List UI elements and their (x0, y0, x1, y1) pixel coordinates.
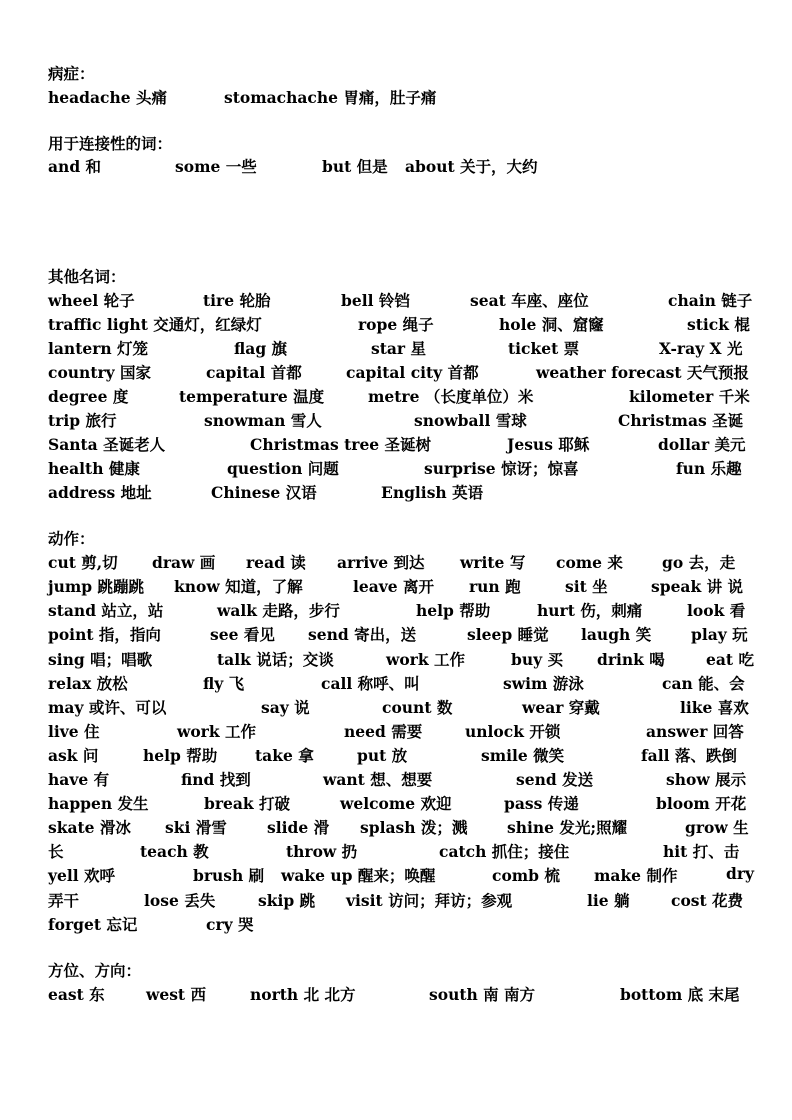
word-entry: speak 讲 说 (651, 577, 744, 596)
word-entry: sleep 睡觉 (467, 625, 549, 644)
word-entry: 弄干 (48, 891, 80, 910)
word-entry: ticket 票 (508, 339, 580, 358)
word-entry: buy 买 (511, 650, 564, 669)
word-entry: bell 铃铛 (341, 291, 410, 310)
word-entry: headache 头痛 (48, 88, 168, 107)
word-line (48, 696, 754, 718)
word-entry: point 指，指向 (48, 625, 161, 644)
word-entry: hurt 伤，刺痛 (537, 601, 643, 620)
word-line (48, 648, 754, 670)
word-entry: ski 滑雪 (165, 818, 227, 837)
word-line (48, 768, 754, 790)
word-entry: see 看见 (210, 625, 275, 644)
word-entry: seat 车座、座位 (470, 291, 589, 310)
word-entry: relax 放松 (48, 674, 128, 693)
word-entry: wake up 醒来；唤醒 (281, 866, 436, 885)
word-entry: catch 抓住；接住 (439, 842, 570, 861)
word-entry: eat 吃 (706, 650, 754, 669)
word-line (48, 313, 754, 335)
word-entry: brush 刷 (193, 866, 265, 885)
word-entry: some 一些 (175, 157, 257, 176)
word-entry: 长 (48, 842, 64, 861)
word-entry: lie 躺 (587, 891, 630, 910)
word-entry: arrive 到达 (337, 553, 425, 572)
word-entry: X-ray X 光 (659, 339, 743, 358)
word-line (48, 672, 754, 694)
word-entry: question 问题 (227, 459, 339, 478)
word-entry: jump 跳蹦跳 (48, 577, 145, 596)
word-entry: English 英语 (381, 483, 484, 502)
word-entry: visit 访问；拜访；参观 (346, 891, 513, 910)
word-line (48, 840, 754, 862)
word-entry: want 想、想要 (323, 770, 433, 789)
word-entry: trip 旅行 (48, 411, 117, 430)
word-entry: pass 传递 (504, 794, 579, 813)
word-entry: can 能、会 (662, 674, 745, 693)
word-entry: address 地址 (48, 483, 152, 502)
word-entry: sing 唱；唱歌 (48, 650, 153, 669)
word-entry: show 展示 (666, 770, 747, 789)
word-line (48, 86, 754, 108)
word-line (48, 623, 754, 645)
word-entry: make 制作 (594, 866, 678, 885)
word-entry: send 发送 (516, 770, 594, 789)
word-entry: sit 坐 (565, 577, 608, 596)
word-entry: fun 乐趣 (676, 459, 742, 478)
word-entry: cry 哭 (206, 915, 254, 934)
word-line (48, 599, 754, 621)
word-entry: work 工作 (177, 722, 256, 741)
word-entry: snowman 雪人 (204, 411, 322, 430)
word-entry: forget 忘记 (48, 915, 138, 934)
word-entry: play 玩 (691, 625, 748, 644)
word-line (48, 575, 754, 597)
word-line (48, 983, 754, 1005)
word-entry: need 需要 (344, 722, 423, 741)
word-entry: stomachache 胃痛，肚子痛 (224, 88, 437, 107)
word-entry: help 帮助 (416, 601, 491, 620)
word-entry: wear 穿戴 (522, 698, 600, 717)
word-line (48, 744, 754, 766)
word-line (48, 433, 754, 455)
word-entry: slide 滑 (267, 818, 330, 837)
word-entry: come 来 (556, 553, 623, 572)
word-entry: Jesus 耶稣 (507, 435, 590, 454)
section-heading-connectives: 用于连接性的词： (48, 134, 173, 153)
word-line (48, 457, 754, 479)
word-entry: happen 发生 (48, 794, 149, 813)
word-entry: skip 跳 (258, 891, 316, 910)
word-entry: laugh 笑 (581, 625, 652, 644)
word-entry: live 住 (48, 722, 100, 741)
word-entry: comb 梳 (492, 866, 560, 885)
word-entry: know 知道，了解 (174, 577, 303, 596)
word-entry: dry (726, 864, 755, 883)
word-entry: say 说 (261, 698, 310, 717)
word-entry: stand 站立，站 (48, 601, 164, 620)
word-entry: degree 度 (48, 387, 129, 406)
word-entry: wheel 轮子 (48, 291, 135, 310)
word-entry: tire 轮胎 (203, 291, 271, 310)
word-entry: find 找到 (181, 770, 251, 789)
word-line (48, 481, 754, 503)
word-line (48, 385, 754, 407)
word-line (48, 155, 754, 177)
word-entry: throw 扔 (286, 842, 358, 861)
word-entry: Christmas 圣诞 (618, 411, 744, 430)
section-heading-other-nouns: 其他名词： (48, 267, 126, 286)
word-entry: fly 飞 (203, 674, 245, 693)
word-entry: about 关于，大约 (405, 157, 538, 176)
word-entry: drink 喝 (597, 650, 665, 669)
word-entry: lose 丢失 (144, 891, 216, 910)
word-entry: flag 旗 (234, 339, 288, 358)
word-entry: country 国家 (48, 363, 152, 382)
word-entry: rope 绳子 (358, 315, 434, 334)
word-entry: count 数 (382, 698, 453, 717)
word-line (48, 337, 754, 359)
word-line (48, 792, 754, 814)
word-entry: star 星 (371, 339, 426, 358)
word-entry: shine 发光;照耀 (507, 818, 628, 837)
word-entry: health 健康 (48, 459, 140, 478)
word-entry: chain 链子 (668, 291, 753, 310)
word-entry: have 有 (48, 770, 110, 789)
section-heading-ailments: 病症： (48, 64, 95, 83)
word-entry: yell 欢呼 (48, 866, 116, 885)
word-entry: welcome 欢迎 (340, 794, 452, 813)
word-entry: but 但是 (322, 157, 388, 176)
word-entry: Santa 圣诞老人 (48, 435, 166, 454)
word-entry: Chinese 汉语 (211, 483, 317, 502)
word-line (48, 720, 754, 742)
word-entry: work 工作 (386, 650, 465, 669)
word-line (48, 889, 754, 911)
word-entry: look 看 (687, 601, 746, 620)
word-entry: lantern 灯笼 (48, 339, 149, 358)
word-entry: help 帮助 (143, 746, 218, 765)
word-entry: swim 游泳 (503, 674, 584, 693)
word-entry: write 写 (460, 553, 526, 572)
word-entry: answer 回答 (646, 722, 744, 741)
word-entry: surprise 惊讶；惊喜 (424, 459, 579, 478)
word-entry: bloom 开花 (656, 794, 747, 813)
word-entry: run 跑 (469, 577, 521, 596)
word-entry: may 或许、可以 (48, 698, 167, 717)
word-entry: cut 剪,切 (48, 553, 118, 572)
word-entry: stick 棍 (687, 315, 750, 334)
word-line (48, 289, 754, 311)
section-heading-directions: 方位、方向： (48, 961, 142, 980)
word-entry: read 读 (246, 553, 306, 572)
word-entry: splash 泼；溅 (360, 818, 468, 837)
word-entry: Christmas tree 圣诞树 (250, 435, 432, 454)
word-entry: send 寄出，送 (308, 625, 417, 644)
word-entry: grow 生 (685, 818, 749, 837)
word-entry: call 称呼、叫 (321, 674, 420, 693)
word-line (48, 864, 754, 886)
word-entry: bottom 底 末尾 (620, 985, 740, 1004)
word-entry: take 拿 (255, 746, 314, 765)
word-entry: north 北 北方 (250, 985, 356, 1004)
word-entry: unlock 开锁 (465, 722, 561, 741)
word-entry: kilometer 千米 (629, 387, 750, 406)
word-line (48, 361, 754, 383)
word-entry: fall 落、跌倒 (641, 746, 737, 765)
word-entry: east 东 (48, 985, 105, 1004)
word-entry: south 南 南方 (429, 985, 536, 1004)
word-entry: put 放 (357, 746, 408, 765)
word-entry: skate 滑冰 (48, 818, 131, 837)
word-entry: temperature 温度 (179, 387, 325, 406)
word-entry: capital city 首都 (346, 363, 479, 382)
word-entry: draw 画 (152, 553, 216, 572)
word-entry: like 喜欢 (680, 698, 749, 717)
word-line (48, 913, 754, 935)
word-entry: capital 首都 (206, 363, 302, 382)
word-entry: west 西 (146, 985, 206, 1004)
word-entry: hole 洞、窟窿 (499, 315, 604, 334)
word-entry: dollar 美元 (658, 435, 746, 454)
word-line (48, 816, 754, 838)
word-entry: go 去，走 (662, 553, 736, 572)
word-entry: cost 花费 (671, 891, 744, 910)
word-line (48, 551, 754, 573)
word-entry: and 和 (48, 157, 102, 176)
word-entry: walk 走路，步行 (217, 601, 340, 620)
word-entry: ask 问 (48, 746, 99, 765)
section-heading-actions: 动作： (48, 529, 95, 548)
word-entry: traffic light 交通灯，红绿灯 (48, 315, 262, 334)
word-entry: weather forecast 天气预报 (536, 363, 749, 382)
word-entry: metre （长度单位）米 (368, 387, 534, 406)
word-entry: leave 离开 (353, 577, 435, 596)
word-line (48, 409, 754, 431)
word-entry: teach 教 (140, 842, 209, 861)
word-entry: smile 微笑 (481, 746, 565, 765)
word-entry: hit 打、击 (663, 842, 740, 861)
word-entry: talk 说话；交谈 (217, 650, 334, 669)
word-entry: snowball 雪球 (414, 411, 527, 430)
word-entry: break 打破 (204, 794, 291, 813)
